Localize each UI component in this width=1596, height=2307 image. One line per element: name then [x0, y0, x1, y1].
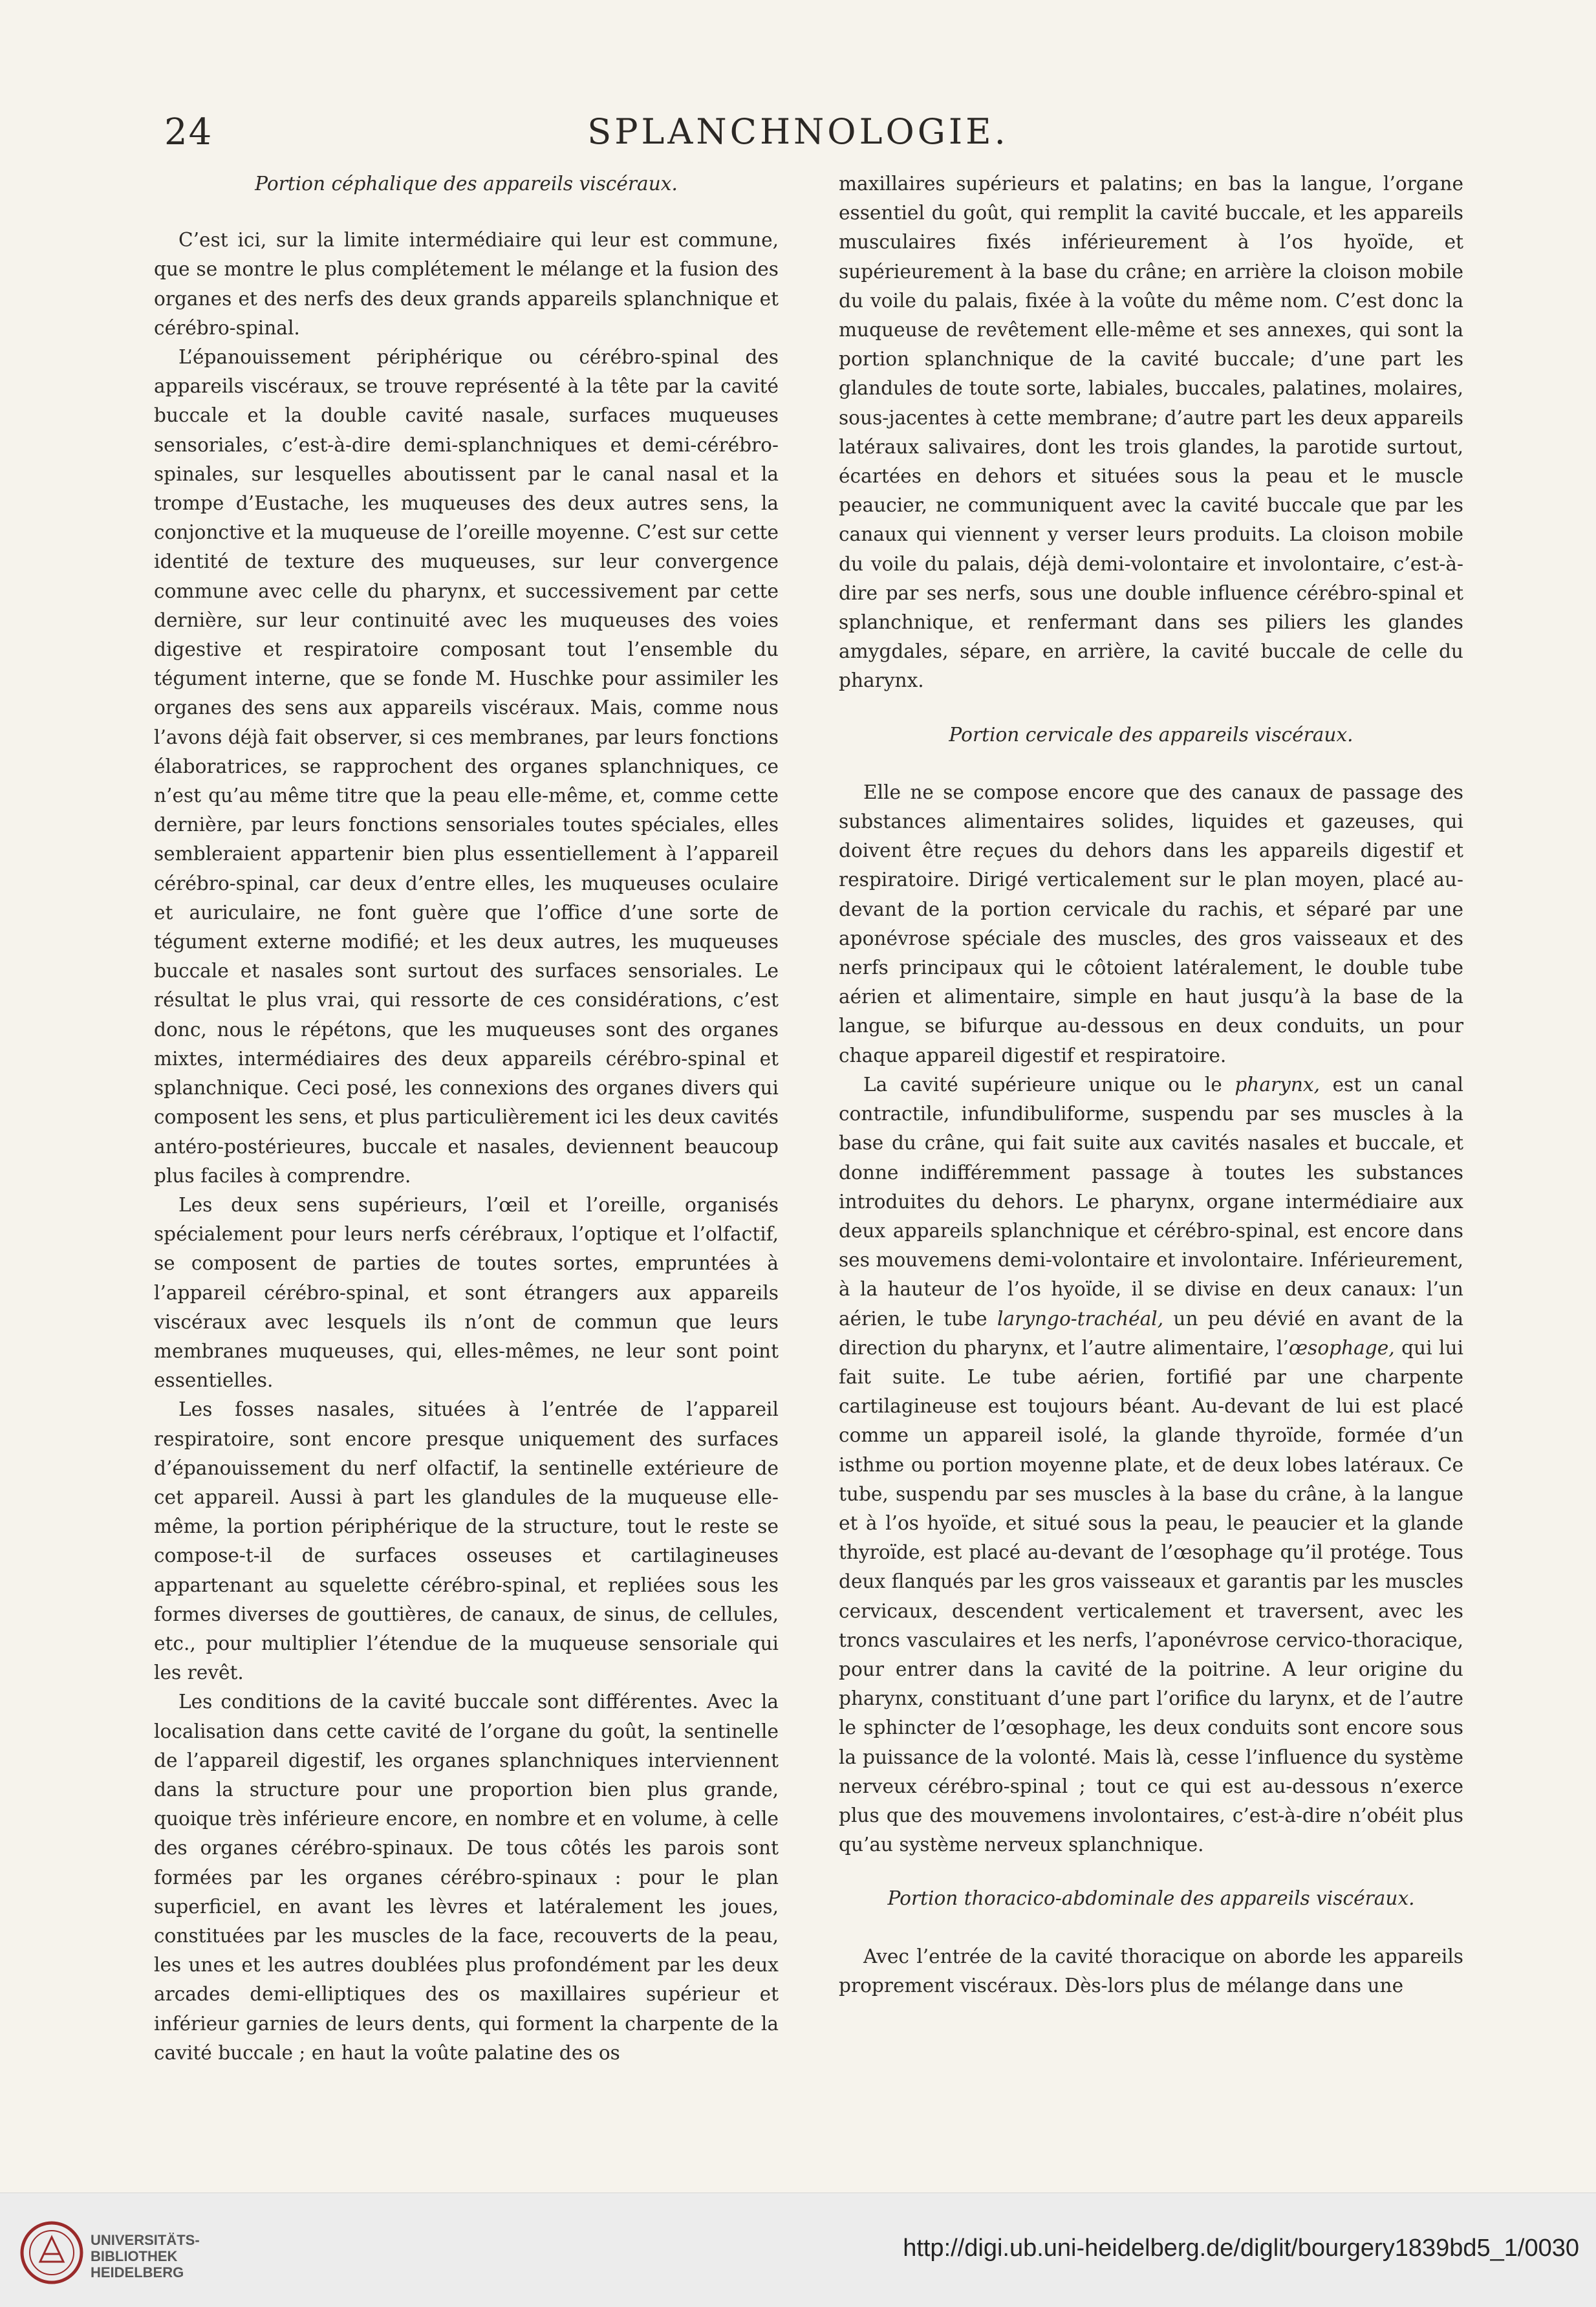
term-laryngo-tracheal: laryngo-trachéal,: [997, 1307, 1164, 1330]
library-name-line: HEIDELBERG: [91, 2264, 184, 2280]
paragraph: Les fosses nasales, situées à l’entrée de l’appareil respiratoire, sont encore presque uniquement des surfaces d’épanouissement du nerf olfactif, la sentinelle extérieure de cet appareil. Aussi à part les glandules de la muqueuse elle-même, la portion périphérique de la structure, tout le reste se compose-t-il de surfaces osseuses et cartilagineuses appartenant au squelette cérébro-spinal, et repliées sous les formes diverses de gouttières, de canaux, de sinus, de cellules, etc., pour multiplier l’étendue de la muqueuse sensoriale qui les revêt.: [154, 1398, 779, 1684]
paragraph: L’épanouissement périphérique ou cérébro-spinal des appareils viscéraux, se trouve représenté à la tête par la cavité buccale et la double cavité nasale, surfaces muqueuses sensoriales, c’est-à-dire demi-splanchniques et demi-cérébro-spinales, sur lesquelles aboutissent par le canal nasal et la trompe d’Eustache, les muqueuses des deux autres sens, la conjonctive et la muqueuse de l’oreille moyenne. C’est sur cette identité de texture des muqueuses, sur leur convergence commune avec celle du pharynx, et successivement par cette dernière, sur leur continuité avec les muqueuses des voies digestive et respiratoire composant tout l’ensemble du tégument interne, que se fonde M. Huschke pour assimiler les organes des sens aux appareils viscéraux. Mais, comme nous l’avons déjà fait observer, si ces membranes, par leurs fonctions élaboratrices, se rapprochent des organes splanchniques, ce n’est qu’au même titre que la peau elle-même, et, comme cette dernière, par leurs fonctions sensoriales toutes spéciales, elles sembleraient appartenir bien plus essentiellement à l’appareil cérébro-spinal, car deux d’entre elles, les muqueuses oculaire et auriculaire, ne font guère que l’office d’une sorte de tégument externe modifié; et les deux autres, les muqueuses buccale et nasales sont surtout des surfaces sensoriales. Le résultat le plus vrai, qui ressorte de ces considérations, c’est donc, nous le répétons, que les muqueuses sont des organes mixtes, intermédiaires des deux appareils cérébro-spinal et splanchnique. Ceci posé, les connexions des organes divers qui composent les sens, et plus particulièrement ici les deux cavités antéro-postérieures, buccale et nasales, deviennent beaucoup plus faciles à comprendre.: [154, 346, 779, 1187]
library-name-line: UNIVERSITÄTS-: [91, 2232, 200, 2248]
section-heading-cervical: Portion cervicale des appareils viscéraux.: [949, 723, 1353, 746]
footer-bar: [0, 2193, 1596, 2307]
section-heading-cephalic: Portion céphalique des appareils viscéraux.: [255, 173, 678, 195]
section-heading-thoracic: Portion thoracico-abdominale des appareils viscéraux.: [887, 1887, 1415, 1910]
text-run: qui lui fait suite. Le tube aérien, fortifié par une charpente cartilagineuse est toujours béant. Au-devant de lui est placé comme un appareil isolé, la glande thyroïde, formée d’un isthme ou portion moyenne plate, et de deux lobes latéraux. Ce tube, suspendu par ses muscles à la base du crâne, à la langue et à l’os hyoïde, et situé sous la peau, le peaucier et la glande thyroïde, est placé au-devant de l’œsophage qu’il protége. Tous deux flanqués par les gros vaisseaux et garantis par les muscles cervicaux, descendent verticalement et traversent, avec les troncs vasculaires et les nerfs, l’aponévrose cervico-thoracique, pour entrer dans la cavité de la poitrine. A leur origine du pharynx, constituant d’une part l’orifice du larynx, et de l’autre le sphincter de l’œsophage, les deux conduits sont encore sous la puissance de la volonté. Mais là, cesse l’influence du système nerveux cérébro-spinal ; tout ce qui est au-dessous n’exerce plus que des mouvemens involontaires, c’est-à-dire n’obéit plus qu’au système nerveux splanchnique.: [839, 1336, 1463, 1856]
permalink-url[interactable]: http://digi.ub.uni-heidelberg.de/diglit/bourgery1839bd5_1/0030: [903, 2235, 1579, 2262]
term-pharynx: pharynx,: [1235, 1073, 1321, 1096]
text-run: un peu dévié en avant de la direction du pharynx, et l’autre alimentaire, l’: [839, 1307, 1463, 1359]
university-seal-icon[interactable]: [18, 2216, 85, 2289]
paragraph-pharynx: [839, 1070, 1463, 1859]
paragraph: Avec l’entrée de la cavité thoracique on aborde les appareils proprement viscéraux. Dès-lors plus de mélange dans une: [839, 1945, 1463, 1997]
paragraph: Elle ne se compose encore que des canaux de passage des substances alimentaires solides, liquides et gazeuses, qui doivent être reçues du dehors dans les appareils digestif et respiratoire. Dirigé verticalement sur le plan moyen, placé au-devant de la portion cervicale du rachis, et séparé par une aponévrose spéciale des muscles, des gros vaisseaux et des nerfs principaux qui le côtoient latéralement, le double tube aérien et alimentaire, simple en haut jusqu’à la base de la langue, se bifurque au-dessous en deux conduits, un pour chaque appareil digestif et respiratoire.: [839, 781, 1463, 1067]
page-number: 24: [164, 111, 213, 153]
text-run: est un canal contractile, infundibuliforme, suspendu par ses muscles à la base du crâne, qui fait suite aux cavités nasales et buccale, et donne indifféremment passage à toutes les substances introduites du dehors. Le pharynx, organe intermédiaire aux deux appareils splanchnique et cérébro-spinal, est encore dans ses mouvemens demi-volontaire et involontaire. Inférieurement, à la hauteur de l’os hyoïde, il se divise en deux canaux: l’un aérien, le tube: [839, 1073, 1463, 1330]
right-column: [839, 169, 1463, 2000]
paragraph: C’est ici, sur la limite intermédiaire qui leur est commune, que se montre le plus complétement le mélange et la fusion des organes et des nerfs des deux grands appareils splanchnique et cérébro-spinal.: [154, 229, 779, 339]
text-run: La cavité supérieure unique ou le: [863, 1073, 1235, 1096]
running-title: SPLANCHNOLOGIE.: [587, 111, 1009, 152]
term-oesophage: œsophage,: [1288, 1336, 1395, 1359]
paragraph: Les deux sens supérieurs, l’œil et l’oreille, organisés spécialement pour leurs nerfs cérébraux, l’optique et l’olfactif, se composent de parties de toutes sortes, empruntées à l’appareil cérébro-spinal, et sont étrangers aux appareils viscéraux avec lesquels ils n’ont de commun que leurs membranes muqueuses, qui, elles-mêmes, ne leur sont point essentielles.: [154, 1193, 779, 1392]
library-name-line: BIBLIOTHEK: [91, 2248, 178, 2264]
paragraph-continuation: maxillaires supérieurs et palatins; en bas la langue, l’organe essentiel du goût, qui remplit la cavité buccale, et les appareils musculaires fixés inférieurement à l’os hyoïde, et supérieurement à la base du crâne; en arrière la cloison mobile du voile du palais, fixée à la voûte du même nom. C’est donc la muqueuse de revêtement elle-même et ses annexes, qui sont la portion splanchnique de la cavité buccale; d’une part les glandules de toute sorte, labiales, buccales, palatines, molaires, sous-jacentes à cette membrane; d’autre part les deux appareils latéraux salivaires, dont les trois glandes, la parotide surtout, écartées en dehors et situées sous la peau et le muscle peaucier, ne communiquent avec la cavité buccale que par les canaux qui viennent y verser leurs produits. La cloison mobile du voile du palais, déjà demi-volontaire et involontaire, c’est-à-dire par ses nerfs, sous une double influence cérébro-spinal et splanchnique, et renfermant dans ses piliers les glandes amygdales, sépare, en arrière, la cavité buccale de celle du pharynx.: [839, 173, 1463, 692]
library-name: [91, 2232, 200, 2280]
left-column: [154, 169, 779, 2068]
paragraph: Les conditions de la cavité buccale sont différentes. Avec la localisation dans cette cavité de l’organe du goût, la sentinelle de l’appareil digestif, les organes splanchniques interviennent dans la structure pour une proportion bien plus grande, quoique très inférieure encore, en nombre et en volume, à celle des organes cérébro-spinaux. De tous côtés les parois sont formées par les organes cérébro-spinaux : pour le plan superficiel, en avant les lèvres et latéralement les joues, constituées par les muscles de la face, recouverts de la peau, les unes et les autres doublées plus profondément par les deux arcades demi-elliptiques des os maxillaires supérieur et inférieur garnies de leurs dents, qui forment la charpente de la cavité buccale ; en haut la voûte palatine des os: [154, 1691, 779, 2064]
